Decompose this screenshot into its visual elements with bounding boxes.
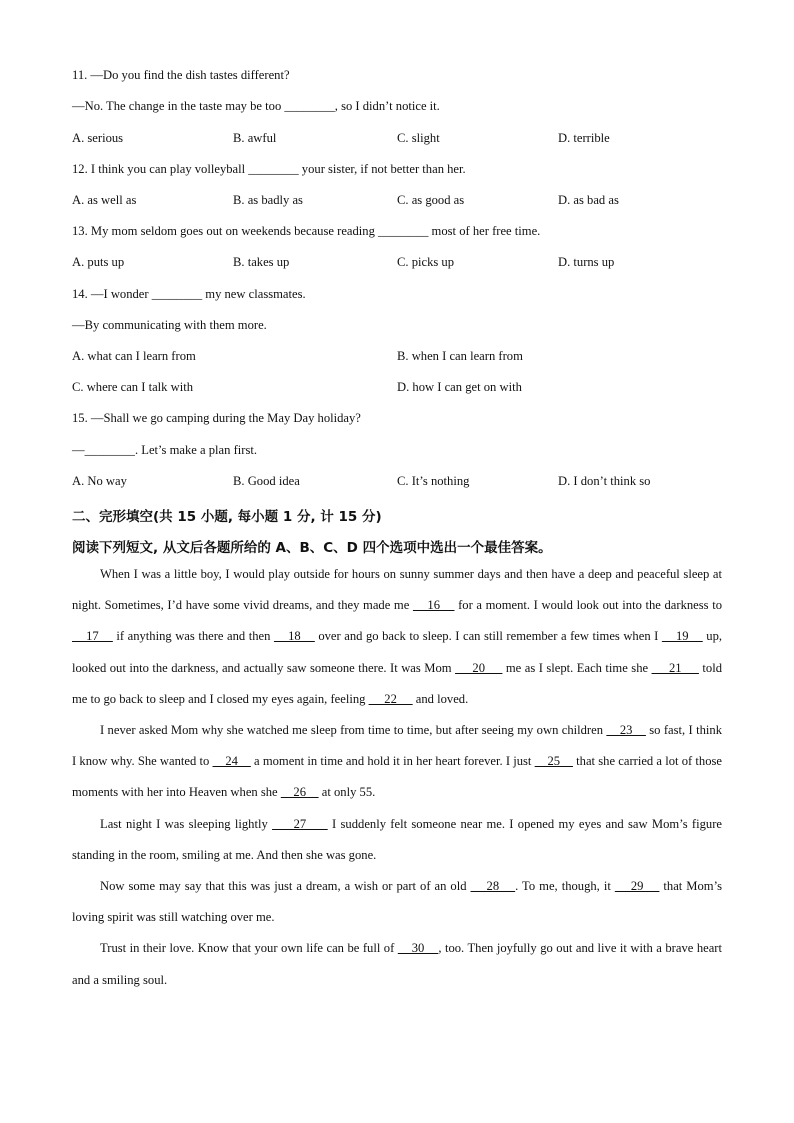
option-d[interactable]: D. I don’t think so	[558, 474, 651, 488]
option-c[interactable]: C. slight	[397, 131, 440, 145]
blank-20[interactable]: 20	[455, 660, 503, 675]
question-11-reply: —No. The change in the taste may be too ________, so I didn’t notice it.	[72, 99, 440, 113]
option-b[interactable]: B. awful	[233, 131, 277, 145]
blank-26[interactable]: 26	[280, 785, 319, 800]
question-13-options	[72, 255, 722, 273]
question-15-stem: 15. —Shall we go camping during the May Day holiday?	[72, 411, 361, 425]
option-b[interactable]: B. as badly as	[233, 193, 303, 207]
blank-29[interactable]: 29	[614, 879, 660, 894]
paragraph-2: I never asked Mom why she watched me sleep from time to time, but after seeing my own children 23 so fast, I think I know why. She wanted to 24 a moment in time and hold it in her heart forever. I just 25 that she carried a lot of those moments with her into Heaven when she 26 at only 55.	[72, 723, 723, 800]
blank-23[interactable]: 23	[606, 723, 646, 738]
question-13-stem: 13. My mom seldom goes out on weekends because reading ________ most of her free time.	[72, 224, 541, 238]
option-d[interactable]: D. as bad as	[558, 193, 619, 207]
option-c[interactable]: C. picks up	[397, 255, 455, 269]
option-c[interactable]: C. It’s nothing	[397, 474, 470, 488]
question-11-options	[72, 131, 722, 149]
question-12-options	[72, 193, 722, 211]
option-d[interactable]: D. how I can get on with	[397, 380, 522, 394]
section-title: 二、完形填空(共 15 小题, 每小题 1 分, 计 15 分)	[72, 509, 382, 525]
option-c[interactable]: C. where can I talk with	[72, 380, 193, 394]
option-a[interactable]: A. puts up	[72, 255, 125, 269]
option-a[interactable]: A. as well as	[72, 193, 137, 207]
question-14-options-row2	[72, 380, 722, 398]
option-c[interactable]: C. as good as	[397, 193, 465, 207]
blank-21[interactable]: 21	[651, 660, 699, 675]
question-14-options-row1	[72, 349, 722, 367]
blank-16[interactable]: 16	[412, 598, 455, 613]
paragraph-3: Last night I was sleeping lightly 27 I suddenly felt someone near me. I opened my eyes and saw Mom’s figure standing in the room, smiling at me. And then she was gone.	[72, 816, 722, 862]
blank-27[interactable]: 27	[272, 816, 328, 831]
paragraph-5: Trust in their love. Know that your own life can be full of 30 , too. Then joyfully go out and live it with a brave heart and a smiling soul.	[72, 941, 723, 987]
option-d[interactable]: D. terrible	[558, 131, 610, 145]
option-b[interactable]: B. Good idea	[233, 474, 300, 488]
option-b[interactable]: B. takes up	[233, 255, 290, 269]
option-a[interactable]: A. what can I learn from	[72, 349, 196, 363]
question-14-stem: 14. —I wonder ________ my new classmates.	[72, 287, 306, 301]
blank-24[interactable]: 24	[212, 754, 251, 769]
option-a[interactable]: A. serious	[72, 131, 124, 145]
blank-25[interactable]: 25	[534, 754, 573, 769]
option-d[interactable]: D. turns up	[558, 255, 615, 269]
blank-22[interactable]: 22	[368, 691, 413, 706]
option-b[interactable]: B. when I can learn from	[397, 349, 523, 363]
section-instruction: 阅读下列短文, 从文后各题所给的 A、B、C、D 四个选项中选出一个最佳答案。	[72, 540, 552, 556]
blank-19[interactable]: 19	[661, 629, 703, 644]
blank-30[interactable]: 30	[397, 941, 439, 956]
question-15-options	[72, 474, 722, 492]
cloze-passage	[72, 559, 722, 996]
option-a[interactable]: A. No way	[72, 474, 127, 488]
paragraph-4: Now some may say that this was just a dream, a wish or part of an old 28 . To me, though, it 29 that Mom’s loving spirit was still watching over me.	[72, 879, 722, 925]
blank-18[interactable]: 18	[273, 629, 315, 644]
blank-17[interactable]: 17	[72, 629, 113, 644]
paragraph-1: When I was a little boy, I would play outside for hours on sunny summer days and then have a deep and peaceful sleep at night. Sometimes, I’d have some vivid dreams, and they made me 16 for a moment. I would look out into the darkness to 17 if anything was there and then 18 over and go back to sleep. I can still remember a few times when I 19 up, looked out into the darkness, and actually saw someone there. It was Mom 20 me as I slept. Each time she 21 told me to go back to sleep and I closed my eyes again, feeling 22 and loved.	[72, 567, 723, 706]
question-11-stem: 11. —Do you find the dish tastes different?	[72, 68, 290, 82]
question-12-stem: 12. I think you can play volleyball ________ your sister, if not better than her.	[72, 162, 466, 176]
question-14-reply: —By communicating with them more.	[72, 318, 267, 332]
blank-28[interactable]: 28	[470, 879, 516, 894]
question-15-reply: —________. Let’s make a plan first.	[72, 443, 258, 457]
